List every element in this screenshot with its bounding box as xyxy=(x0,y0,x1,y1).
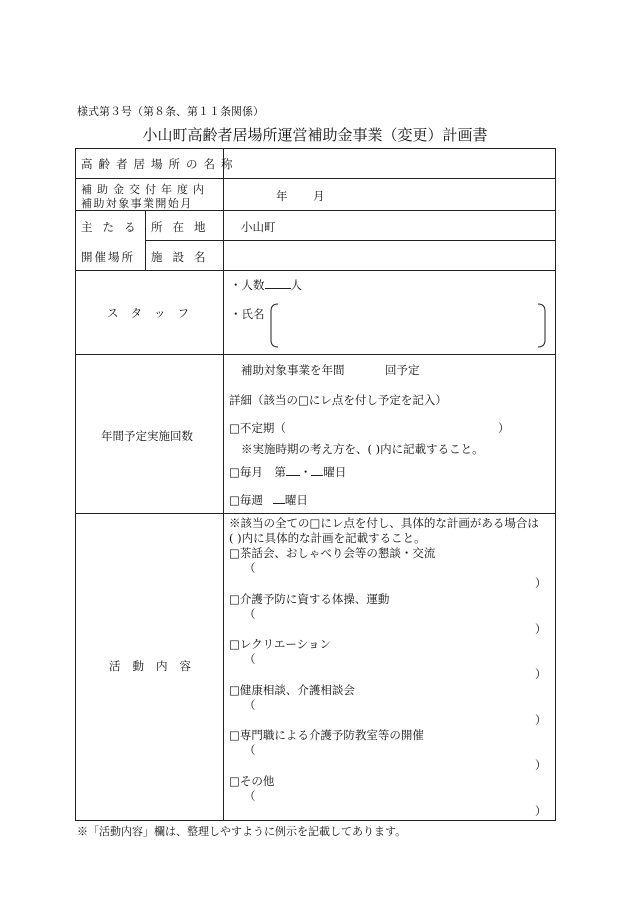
staff-count xyxy=(230,277,302,293)
activity-open-paren: （ xyxy=(244,698,256,712)
weekly-suffix: 曜日 xyxy=(284,493,308,507)
table-line xyxy=(75,270,555,271)
annual-line1-b: 回予定 xyxy=(385,363,420,377)
staff-label: スタッフ xyxy=(107,306,201,320)
weekly-prefix: □毎週 xyxy=(229,493,263,507)
staff-name-brackets xyxy=(268,302,550,350)
monthly-prefix: □毎月 第 xyxy=(229,465,286,479)
activity-open-paren: （ xyxy=(244,789,256,803)
table-border-bottom xyxy=(75,820,555,821)
annual-label: 年間予定実施回数 xyxy=(101,429,193,443)
monthly-day-blank[interactable] xyxy=(311,465,323,476)
activity-close-paren: ） xyxy=(535,667,547,681)
table-line xyxy=(75,354,555,355)
facility-field[interactable] xyxy=(226,242,552,268)
irregular-option[interactable]: □不定期（ xyxy=(229,421,286,435)
staff-name-prefix: ・氏名 xyxy=(230,307,265,321)
activities-label: 活動内容 xyxy=(109,659,203,673)
activity-close-paren: ） xyxy=(535,804,547,818)
table-divider xyxy=(223,148,224,821)
monthly-week-blank[interactable] xyxy=(286,465,300,476)
weekly-day-blank[interactable] xyxy=(273,493,285,504)
activity-item-consultation[interactable]: □健康相談、介護相談会 xyxy=(229,683,355,697)
table-border-left xyxy=(75,148,76,821)
start-year-label: 年 xyxy=(276,189,288,203)
address-label: 所在地 xyxy=(151,220,216,234)
start-label-line2: 補助対象事業開始月 xyxy=(81,197,193,210)
activities-note-1: ※該当の全ての□にレ点を付し、具体的な計画がある場合は xyxy=(229,516,539,530)
activity-close-paren: ） xyxy=(535,713,547,727)
activity-item-recreation[interactable]: □レクリエーション xyxy=(229,637,331,651)
activity-item-other[interactable]: □その他 xyxy=(229,774,275,788)
weekly-option[interactable] xyxy=(229,492,308,508)
main-label: 主たる xyxy=(81,220,146,234)
annual-line1-a: 補助対象事業を年間 xyxy=(241,363,345,377)
annual-detail: 詳細（該当の□にレ点を付し予定を記入） xyxy=(229,393,447,407)
activity-item-exercise[interactable]: □介護予防に資する体操、運動 xyxy=(229,592,390,606)
activity-open-paren: （ xyxy=(244,561,256,575)
table-border-top xyxy=(75,148,555,149)
activity-close-paren: ） xyxy=(535,622,547,636)
staff-count-prefix: ・人数 xyxy=(230,278,265,292)
facility-name-field[interactable] xyxy=(226,150,552,176)
irregular-close: ） xyxy=(498,421,510,435)
activity-open-paren: （ xyxy=(244,607,256,621)
venue-label: 開催場所 xyxy=(81,250,135,264)
table-border-right xyxy=(555,148,556,821)
activity-close-paren: ） xyxy=(535,576,547,590)
table-line xyxy=(75,178,555,179)
activities-note-2: ( )内に具体的な計画を記載すること。 xyxy=(229,531,426,545)
address-value: 小山町 xyxy=(241,220,276,234)
footnote: ※「活動内容」欄は、整理しやすように例示を記載してあります。 xyxy=(77,825,407,838)
activity-close-paren: ） xyxy=(535,758,547,772)
staff-count-suffix: 人 xyxy=(290,278,302,292)
irregular-note: ※実施時期の考え方を、( )内に記載すること。 xyxy=(241,442,484,456)
monthly-suffix: 曜日 xyxy=(323,465,347,479)
page-title: 小山町高齢者居場所運営補助金事業（変更）計画書 xyxy=(142,126,488,144)
table-line xyxy=(75,513,555,514)
activity-open-paren: （ xyxy=(244,743,256,757)
activity-item-chat[interactable]: □茶話会、おしゃべり会等の懇談・交流 xyxy=(229,546,436,560)
activity-item-class[interactable]: □専門職による介護予防教室等の開催 xyxy=(229,728,424,742)
staff-count-blank[interactable] xyxy=(265,278,291,289)
facility-label: 施設名 xyxy=(151,250,216,264)
monthly-option[interactable]: □毎月 第 ・ 曜日 xyxy=(229,465,347,479)
facility-name-label: 高齢者居場所の名称 xyxy=(81,157,239,171)
start-label-line1: 補助金交付年度内 xyxy=(81,183,209,196)
start-month-label: 月 xyxy=(313,189,325,203)
activity-open-paren: （ xyxy=(244,652,256,666)
table-line xyxy=(145,240,555,241)
form-number: 様式第３号（第８条、第１１条関係） xyxy=(77,105,264,118)
